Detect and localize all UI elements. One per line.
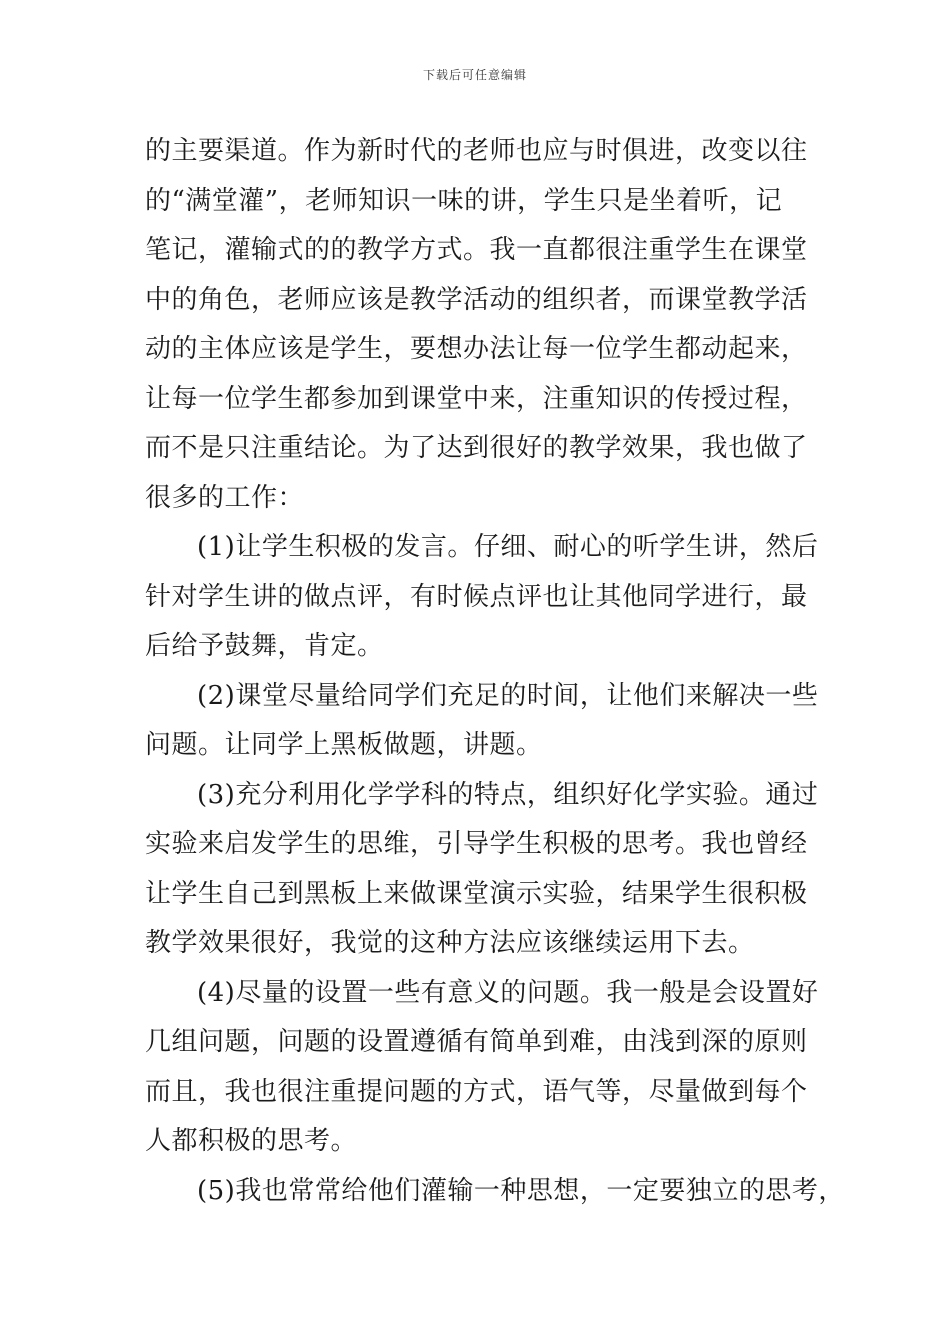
paragraph	[145, 127, 815, 523]
text-line: (5)我也常常给他们灌输一种思想，一定要独立的思考，	[197, 1175, 845, 1206]
text-line: 让学生自己到黑板上来做课堂演示实验，结果学生很积极	[145, 878, 808, 909]
paragraph	[145, 771, 819, 969]
text-line: 让每一位学生都参加到课堂中来，注重知识的传授过程，	[145, 383, 808, 414]
text-line: 后给予鼓舞，肯定。	[145, 631, 384, 661]
paragraph	[145, 1167, 845, 1217]
text-line: (3)充分利用化学学科的特点，组织好化学实验。通过	[197, 779, 819, 810]
text-line: 针对学生讲的做点评，有时候点评也让其他同学进行，最	[145, 581, 808, 612]
text-line: 很多的工作：	[145, 482, 305, 513]
text-line: 而不是只注重结论。为了达到很好的教学效果，我也做了	[145, 433, 808, 463]
document-body	[145, 127, 845, 1216]
text-line: 教学效果很好，我觉的这种方法应该继续运用下去。	[145, 928, 755, 958]
paragraph	[145, 672, 819, 771]
text-line: 而且，我也很注重提问题的方式，语气等，尽量做到每个	[145, 1076, 808, 1107]
text-line: (4)尽量的设置一些有意义的问题。我一般是会设置好	[197, 977, 819, 1008]
text-line: 问题。让同学上黑板做题，讲题。	[145, 730, 543, 760]
text-line: 的“满堂灌”，老师知识一味的讲，学生只是坐着听，记	[145, 185, 783, 216]
text-line: (1)让学生积极的发言。仔细、耐心的听学生讲，然后	[197, 532, 819, 562]
paragraph	[145, 523, 819, 672]
text-line: 的主要渠道。作为新时代的老师也应与时俱进，改变以往	[145, 136, 808, 166]
paragraph	[145, 969, 819, 1167]
text-line: 笔记，灌输式的的教学方式。我一直都很注重学生在课堂	[145, 235, 808, 265]
text-line: 人都积极的思考。	[145, 1126, 358, 1156]
text-line: 中的角色，老师应该是教学活动的组织者，而课堂教学活	[145, 284, 808, 315]
text-line: 动的主体应该是学生，要想办法让每一位学生都动起来，	[145, 334, 808, 364]
text-line: (2)课堂尽量给同学们充足的时间，让他们来解决一些	[197, 680, 819, 711]
page-header: 下载后可任意编辑	[422, 68, 527, 82]
text-line: 实验来启发学生的思维，引导学生积极的思考。我也曾经	[145, 829, 808, 859]
text-line: 几组问题，问题的设置遵循有简单到难，由浅到深的原则	[145, 1027, 808, 1057]
